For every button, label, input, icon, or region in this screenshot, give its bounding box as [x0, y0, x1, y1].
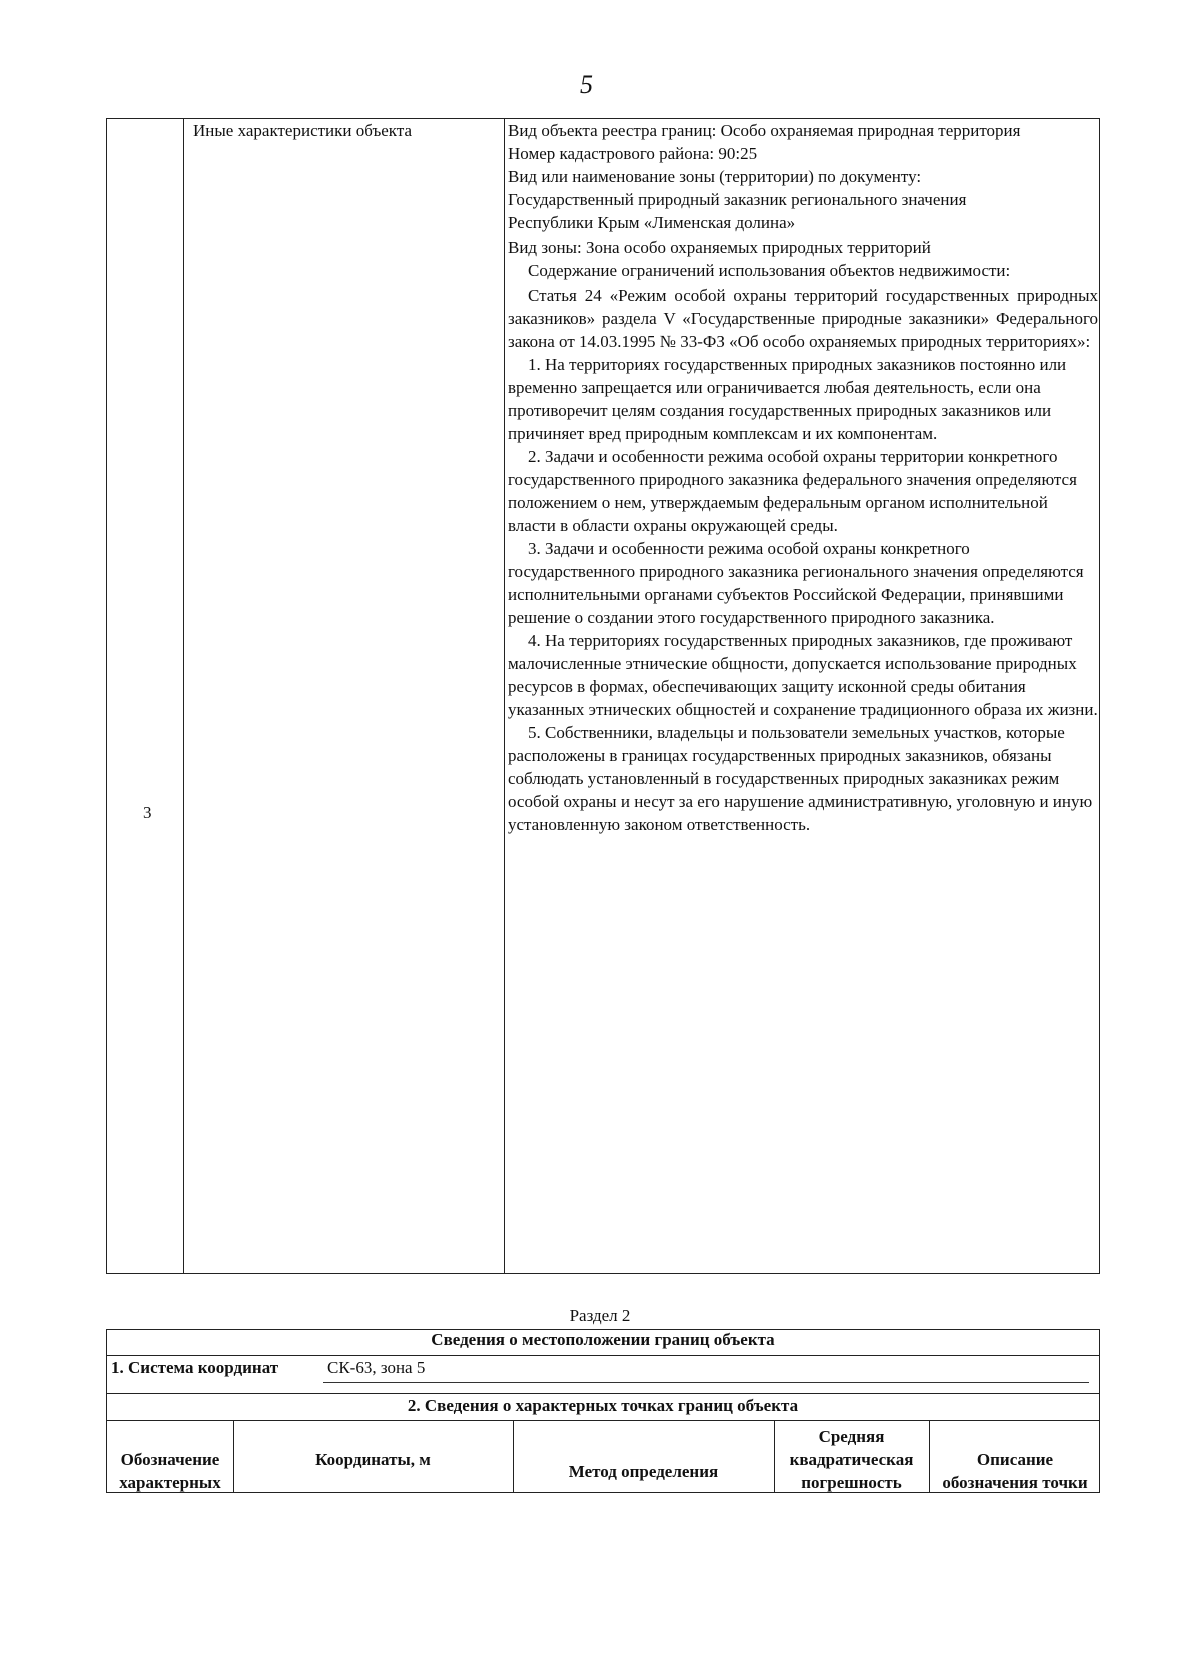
column-divider	[504, 119, 505, 1273]
column-header-coordinates: Координаты, м	[315, 1450, 431, 1469]
location-heading: Сведения о местоположении границ объекта	[431, 1330, 775, 1349]
article-intro: Статья 24 «Режим особой охраны территорий государственных природных заказников» раздела V «Государственные природные заказники» Федерального закона от 14.03.1995 № 33-ФЗ «Об особо охраняемых природных территориях»:	[508, 286, 1098, 351]
article-item: 2. Задачи и особенности режима особой охраны территории конкретного государственного природного заказника федерального значения определяются положением о нем, утверждаемым федеральным органом исполнительной власти в области охраны окружающей среды.	[508, 447, 1077, 535]
section1-table	[106, 118, 1100, 1274]
column-header-method: Метод определения	[568, 1462, 719, 1481]
zone-name-line-2: Республики Крым «Лименская долина»	[508, 213, 796, 232]
restrictions-heading: Содержание ограничений использования объектов недвижимости:	[528, 261, 1011, 280]
coord-system-value: СК-63, зона 5	[327, 1358, 426, 1377]
cadastral-district: Номер кадастрового района: 90:25	[508, 144, 758, 163]
article-item: 1. На территориях государственных природных заказников постоянно или временно запрещается или ограничивается любая деятельность, если она противоречит целям создания государственных природных заказников или причиняет вред природным комплексам и их компонентам.	[508, 355, 1067, 443]
column-header-description: Описание обозначения точки	[942, 1450, 1088, 1492]
divider	[107, 1355, 1099, 1356]
row-number: 3	[143, 803, 152, 822]
zone-name-line-1: Государственный природный заказник регионального значения	[508, 190, 967, 209]
section-2-title: Раздел 2	[569, 1306, 631, 1325]
column-header-designation: Обозначение характерных	[119, 1450, 221, 1492]
column-divider	[183, 119, 184, 1273]
characteristic-label: Иные характеристики объекта	[193, 121, 413, 140]
page-number: 5	[580, 70, 593, 99]
zone-name-label: Вид или наименование зоны (территории) по документу:	[508, 167, 922, 186]
coord-system-underline	[323, 1382, 1089, 1383]
divider	[107, 1393, 1099, 1394]
points-heading: 2. Сведения о характерных точках границ объекта	[407, 1396, 799, 1415]
zone-type: Вид зоны: Зона особо охраняемых природных территорий	[508, 238, 931, 257]
article-item: 4. На территориях государственных природных заказников, где проживают малочисленные этнические общности, допускается использование природных ресурсов в формах, обеспечивающих защиту исконной среды обитания указанных этнических общностей и сохранение традиционного образа их жизни.	[508, 631, 1098, 719]
divider	[107, 1420, 1099, 1421]
article-item: 5. Собственники, владельцы и пользователи земельных участков, которые расположены в границах государственных природных заказников, обязаны соблюдать установленный в государственных природных заказниках режим особой охраны и несут за его нарушение административную, уголовную и иную установленную законом ответственность.	[508, 723, 1093, 834]
object-details	[508, 119, 1098, 836]
section2-table	[106, 1329, 1100, 1493]
article-item: 3. Задачи и особенности режима особой охраны конкретного государственного природного заказника регионального значения определяются исполнительными органами субъектов Российской Федерации, принявшими решение о создании этого государственного природного заказника.	[508, 539, 1084, 627]
coord-system-label: 1. Система координат	[111, 1358, 279, 1377]
registry-object-type: Вид объекта реестра границ: Особо охраняемая природная территория	[508, 121, 1021, 140]
column-header-error: Средняя квадратическая погрешность	[789, 1427, 914, 1492]
